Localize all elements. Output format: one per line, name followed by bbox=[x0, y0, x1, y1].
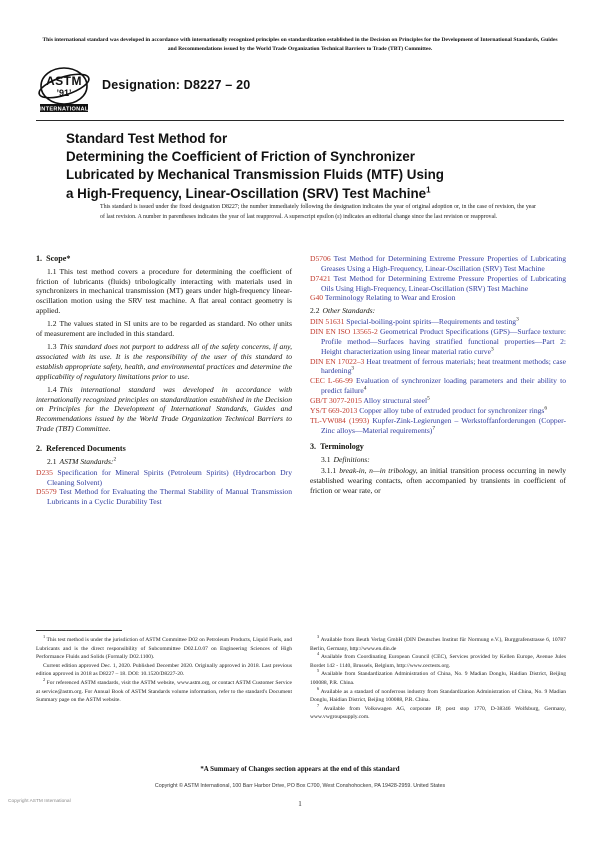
summary-of-changes-note: *A Summary of Changes section appears at the end of this standard bbox=[200, 766, 400, 773]
reference-id[interactable]: D235 bbox=[36, 467, 53, 477]
scope-heading: Scope* bbox=[46, 254, 71, 263]
reference-title[interactable]: Geometrical Product Specifications (GPS)—Surface texture: Profile method—Surfaces having stratified functional properties—Part 2: Height characterization using linear material ratio curve bbox=[321, 327, 566, 356]
svg-text:’91’: ’91’ bbox=[56, 88, 72, 98]
reference-title[interactable]: Copper alloy tube of extruded product for synchronizer rings bbox=[359, 405, 545, 415]
footnote-3: $^3$ Available from Beuth Verlag GmbH (DIN Deutsches Institut für Normung e.V.), Burggrafenstrasse 6, 10787 Berlin, Germany, http://www.en.din.de bbox=[310, 634, 566, 652]
subhead-footnote-marker: 2 bbox=[113, 456, 117, 463]
reference-cec-l-66-99[interactable] bbox=[310, 376, 566, 396]
title-line-1: Standard Test Method for bbox=[66, 131, 228, 146]
reference-d5579[interactable] bbox=[36, 487, 292, 507]
footnote-5: $^5$ Available from Standardization Administration of China, No. 9 Madian Donglu, Haidian District, Beijing 100088, P.R. China. bbox=[310, 668, 566, 686]
reference-title[interactable]: Test Method for Evaluating the Thermal Stability of Manual Transmission Lubricants in a Cyclic Durability Test bbox=[47, 487, 293, 507]
astm-logo-icon bbox=[36, 66, 94, 114]
copyright-line: Copyright © ASTM International, 100 Barr Harbor Drive, PO Box C700, West Conshohocken, PA 19428-2959. United States bbox=[154, 783, 446, 789]
para-label: 1.2 bbox=[47, 319, 57, 329]
refdocs-number: 2. bbox=[36, 444, 43, 454]
designation-text bbox=[102, 78, 250, 92]
reference-yst-669-2013[interactable] bbox=[310, 406, 566, 416]
title-line-3: Lubricated by Mechanical Transmission Fluids (MTF) Using bbox=[66, 167, 444, 183]
tbt-header-note: This international standard was developed in accordance with internationally recognized principles on standardization established in the Decision on Principles for the Development of International Standards, Guides and Recommendations issued by the World Trade Organization Technical Barriers to Trade (TBT) Committee. bbox=[42, 37, 558, 52]
footnote-divider bbox=[36, 630, 122, 631]
footnote-marker: 3 bbox=[317, 634, 320, 640]
reference-id[interactable]: YS/T 669-2013 bbox=[310, 405, 358, 415]
footnote-marker: 4 bbox=[317, 651, 320, 657]
reference-title[interactable]: Alloy structural steel bbox=[363, 396, 428, 406]
reference-title[interactable]: Test Method for Determining Extreme Pressure Properties of Lubricating Greases Using a High-Frequency, Linear-Oscillation (SRV) Test Machine bbox=[321, 254, 566, 273]
subhead-label: 2.2 bbox=[310, 306, 320, 316]
reference-footnote-marker: 6 bbox=[544, 405, 548, 412]
footnote-1: $^1$ This test method is under the jurisdiction of ASTM Committee D02 on Petroleum Products, Liquid Fuels, and Lubricants and is the direct responsibility of Subcommittee D02.L0.07 on Engineering Sciences of High Performance Fluids and Solids (Formally D02.1100). bbox=[36, 634, 292, 661]
reference-id[interactable]: G40 bbox=[310, 293, 324, 303]
reference-id[interactable]: DIN EN 17022–3 bbox=[310, 356, 365, 366]
header-divider bbox=[36, 120, 564, 121]
reference-title[interactable]: Kupfer-Zink-Legierungen – Werkstoffanforderungen (Copper-Zinc alloys—Material requirements) bbox=[321, 415, 566, 435]
para-label: 1.3 bbox=[47, 342, 57, 352]
para-text: This test method covers a procedure for determining the coefficient of friction of lubricants (fluids) tribologically interacting with materials used in synchronizers in mechanical transmission (MT) gears under high-frequency linear-oscillation motion using the SRV test machine. A flat areal contact geometry is applied. bbox=[36, 266, 292, 316]
footnote-6: $^6$ Available as a standard of nonferrous industry from Standardization Administration of China, No. 9 Madian Donglu, Haidian District, Beijing 100088, P.R. China. bbox=[310, 685, 566, 704]
subhead-definitions bbox=[310, 455, 566, 465]
footnote-7: $^7$ Available from Volkswagen AG, corporate IP, post stop 1770, D-38346 Wolfsburg, Germany, www.vwgroupsupply.com. bbox=[310, 702, 566, 721]
terminology-number: 3. bbox=[310, 442, 317, 452]
para-label: 3.1.1 bbox=[321, 466, 337, 476]
reference-title[interactable]: Specification for Mineral Spirits (Petroleum Spirits) (Hydrocarbon Dry Cleaning Solvent) bbox=[47, 467, 292, 487]
reference-d7421[interactable] bbox=[310, 274, 566, 294]
page-number: 1 bbox=[298, 800, 302, 808]
footnote-marker: 5 bbox=[317, 668, 320, 674]
footnote-4: $^4$ Available from Coordinating European Council (CEC), Services provided by Kellen Europe, Avenue Jules Bordet 142 - 1140, Brussels, Belgium, http://www.cectests.org. bbox=[310, 651, 566, 669]
subhead-label: 2.1 bbox=[47, 456, 57, 466]
footnote-marker: 2 bbox=[43, 677, 46, 683]
designation-value: D8227 – 20 bbox=[183, 78, 251, 92]
section-heading-scope bbox=[36, 254, 292, 264]
reference-title[interactable]: Evaluation of synchronizer loading parameters and their ability to predict failure bbox=[321, 376, 567, 396]
reference-id[interactable]: D5579 bbox=[36, 487, 57, 497]
designation-row bbox=[36, 66, 560, 118]
footnote-2: $^2$ For referenced ASTM standards, visit the ASTM website, www.astm.org, or contact ASTM Customer Service at service@astm.org. For Annual Book of ASTM Standards volume information, refer to the standard's Document Summary page on the ASTM website. bbox=[36, 677, 292, 704]
subhead-text: Definitions: bbox=[333, 455, 370, 465]
footnote-marker: 6 bbox=[317, 685, 320, 691]
reference-tl-vw084[interactable] bbox=[310, 416, 566, 436]
reference-title[interactable]: Special-boiling-point spirits—Requirements and testing bbox=[346, 317, 517, 327]
right-column bbox=[310, 254, 566, 499]
designation-label: Designation: bbox=[102, 78, 181, 92]
reference-id[interactable]: GB/T 3077-2015 bbox=[310, 396, 362, 406]
scope-number: 1. bbox=[36, 254, 43, 263]
refdocs-heading: Referenced Documents bbox=[46, 444, 126, 454]
footnote-marker: 1 bbox=[43, 634, 46, 640]
issue-statement: This standard is issued under the fixed designation D8227; the number immediately following the designation indicates the year of original adoption or, in the case of revision, the year of last revision. A number in parentheses indicates the year of last reapproval. A superscript epsilon (ε) indicates an editorial change since the last revision or reapproval. bbox=[100, 204, 536, 220]
reference-din-51631[interactable] bbox=[310, 317, 566, 327]
reference-gbt-3077-2015[interactable] bbox=[310, 396, 566, 406]
footnote-edition-note: Current edition approved Dec. 1, 2020. Published December 2020. Originally approved in 2018. Last previous edition approved in 2018 as D8227 – 18. DOI: 10.1520/D8227-20. bbox=[36, 662, 292, 678]
page-title bbox=[66, 130, 536, 203]
reference-d5706[interactable] bbox=[310, 254, 566, 274]
reference-footnote-marker: 3 bbox=[490, 346, 494, 353]
para-label: 1.1 bbox=[47, 266, 57, 276]
terminology-heading: Terminology bbox=[320, 442, 364, 452]
reference-footnote-marker: 5 bbox=[427, 395, 430, 402]
paragraph-1-3 bbox=[36, 342, 292, 381]
reference-id[interactable]: CEC L-66-99 bbox=[310, 376, 353, 386]
reference-title[interactable]: Heat treatment of ferrous materials; heat treatment methods; case hardening bbox=[321, 356, 566, 376]
left-column bbox=[36, 254, 292, 507]
reference-din-en-iso-13565-2[interactable] bbox=[310, 327, 566, 357]
title-line-4: a High-Frequency, Linear-Oscillation (SRV) Test Machine$^1$ bbox=[66, 185, 431, 201]
defined-term: break-in, n—in tribology, bbox=[339, 466, 418, 476]
title-line-2: Determining the Coefficient of Friction of Synchronizer bbox=[66, 149, 415, 165]
copyright-watermark: Copyright ASTM International bbox=[8, 799, 71, 804]
subhead-text: ASTM Standards: bbox=[59, 456, 114, 466]
reference-footnote-marker: 4 bbox=[363, 385, 367, 392]
para-text: This international standard was developed in accordance with internationally recognized principles on standardization established in the Decision on Principles for the Development of International Standards, Guides and Recommendations issued by the World Trade Organization Technical Barriers to Trade (TBT) Committee. bbox=[36, 384, 292, 434]
reference-footnote-marker: 7 bbox=[432, 425, 436, 432]
svg-text:ASTM: ASTM bbox=[46, 74, 82, 88]
para-text: an initial transition process occurring in newly established wearing contacts, often accompanied by transients in coefficient of friction or wear rate, or bbox=[310, 466, 567, 495]
section-heading-terminology bbox=[310, 442, 566, 452]
reference-din-en-17022-3[interactable] bbox=[310, 357, 566, 377]
subhead-text: Other Standards: bbox=[322, 306, 376, 316]
reference-title[interactable]: Terminology Relating to Wear and Erosion bbox=[324, 293, 456, 303]
para-text: This standard does not purport to address all of the safety concerns, if any, associated with its use. It is the responsibility of the user of this standard to establish appropriate safety, health, and environmental practices and determine the applicability of regulatory limitations prior to use. bbox=[36, 342, 292, 381]
footnotes-left bbox=[36, 636, 292, 705]
section-heading-referenced-documents bbox=[36, 444, 292, 454]
reference-g40[interactable] bbox=[310, 293, 566, 303]
paragraph-1-2 bbox=[36, 319, 292, 339]
subhead-label: 3.1 bbox=[321, 455, 331, 465]
reference-id[interactable]: D5706 bbox=[310, 254, 331, 263]
footnotes-right bbox=[310, 636, 566, 722]
reference-footnote-marker: 3 bbox=[516, 316, 519, 323]
subhead-astm-standards bbox=[36, 457, 292, 467]
reference-d235[interactable] bbox=[36, 468, 292, 488]
reference-id[interactable]: D7421 bbox=[310, 273, 331, 283]
para-text: The values stated in SI units are to be regarded as standard. No other units of measurement are included in this standard. bbox=[36, 319, 292, 339]
reference-id[interactable]: DIN 51631 bbox=[310, 317, 345, 327]
paragraph-1-1 bbox=[36, 267, 292, 316]
reference-id[interactable]: DIN EN ISO 13565-2 bbox=[310, 327, 378, 337]
svg-text:INTERNATIONAL: INTERNATIONAL bbox=[39, 106, 89, 113]
title-footnote-marker: 1 bbox=[426, 185, 431, 195]
reference-id[interactable]: TL-VW084 (1993) bbox=[310, 415, 370, 425]
paragraph-1-4 bbox=[36, 385, 292, 434]
footnote-marker: 7 bbox=[317, 702, 320, 708]
para-label: 1.4 bbox=[47, 384, 57, 394]
paragraph-3-1-1 bbox=[310, 466, 566, 496]
reference-footnote-marker: 3 bbox=[351, 365, 355, 372]
reference-title[interactable]: Test Method for Determining Extreme Pressure Properties of Lubricating Oils Using High-Frequency, Linear-Oscillation (SRV) Test Machine bbox=[321, 273, 566, 293]
subhead-other-standards bbox=[310, 306, 566, 316]
